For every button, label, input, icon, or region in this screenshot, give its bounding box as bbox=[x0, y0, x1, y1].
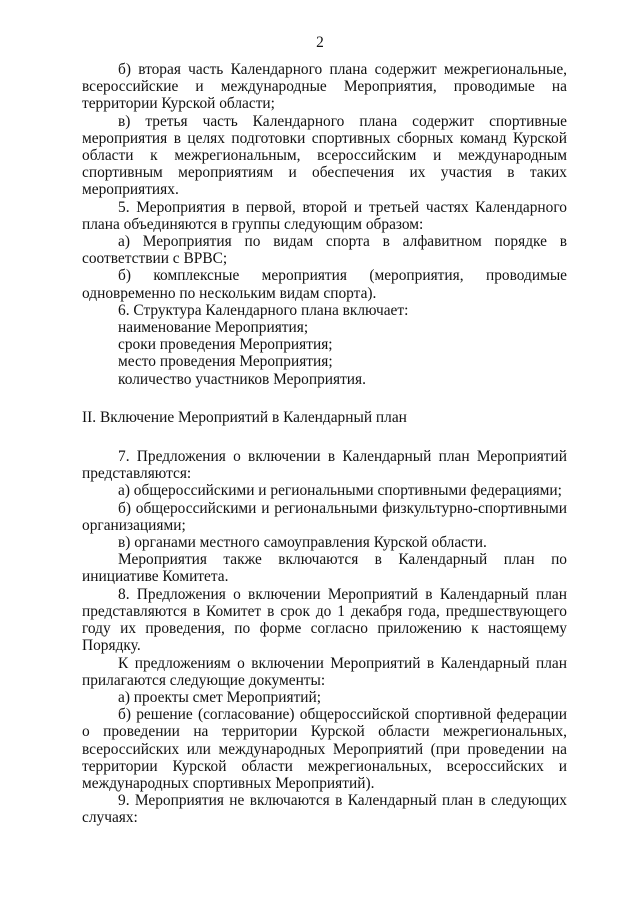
paragraph: 6. Структура Календарного плана включает: bbox=[118, 301, 409, 319]
paragraph: Мероприятия также включаются в Календарный план по инициативе Комитета. bbox=[82, 551, 567, 586]
paragraph: б) общероссийскими и региональными физкультурно-спортивными организациями; bbox=[82, 499, 567, 534]
section-heading: II. Включение Мероприятий в Календарный план bbox=[82, 408, 407, 426]
paragraph: 5. Мероприятия в первой, второй и третьей частях Календарного плана объединяются в группы следующим образом: bbox=[82, 198, 567, 233]
paragraph: а) Мероприятия по видам спорта в алфавитном порядке в соответствии с ВРВС; bbox=[82, 233, 567, 268]
paragraph: в) третья часть Календарного плана содержит спортивные мероприятия в целях подготовки спортивных сборных команд Курской области к межрегиональным, всероссийским и международным спортивным мероприятиям и обеспечения их участия в таких мероприятиях. bbox=[82, 112, 567, 199]
list-item: количество участников Мероприятия. bbox=[118, 370, 366, 388]
paragraph: б) комплексные мероприятия (мероприятия, проводимые одновременно по нескольким видам спорта). bbox=[82, 267, 567, 302]
document-body bbox=[82, 61, 567, 827]
list-item: наименование Мероприятия; bbox=[118, 319, 309, 337]
paragraph: 8. Предложения о включении Мероприятий в Календарный план представляются в Комитет в срок до 1 декабря года, предшествующего году их проведения, по форме согласно приложению к настоящему Порядку. bbox=[82, 585, 567, 655]
paragraph: а) общероссийскими и региональными спортивными федерациями; bbox=[118, 482, 562, 500]
paragraph: К предложениям о включении Мероприятий в Календарный план прилагаются следующие документы: bbox=[82, 654, 567, 689]
paragraph: а) проекты смет Мероприятий; bbox=[118, 688, 322, 706]
list-item: сроки проведения Мероприятия; bbox=[118, 336, 333, 354]
paragraph: б) решение (согласование) общероссийской спортивной федерации о проведении на территории Курской области межрегиональных, всероссийских или международных Мероприятий (при проведении на территории Курской области межрегиональных, всероссийских и международных спортивных Мероприятий). bbox=[82, 706, 567, 792]
paragraph: б) вторая часть Календарного плана содержит межрегиональные, всероссийские и международные Мероприятия, проводимые на территории Курской области; bbox=[82, 61, 567, 113]
paragraph: 9. Мероприятия не включаются в Календарный план в следующих случаях: bbox=[82, 792, 567, 827]
paragraph: 7. Предложения о включении в Календарный план Мероприятий представляются: bbox=[82, 448, 567, 483]
list-item: место проведения Мероприятия; bbox=[118, 353, 333, 371]
page-number: 2 bbox=[316, 34, 324, 51]
paragraph: в) органами местного самоуправления Курской области. bbox=[118, 534, 487, 552]
